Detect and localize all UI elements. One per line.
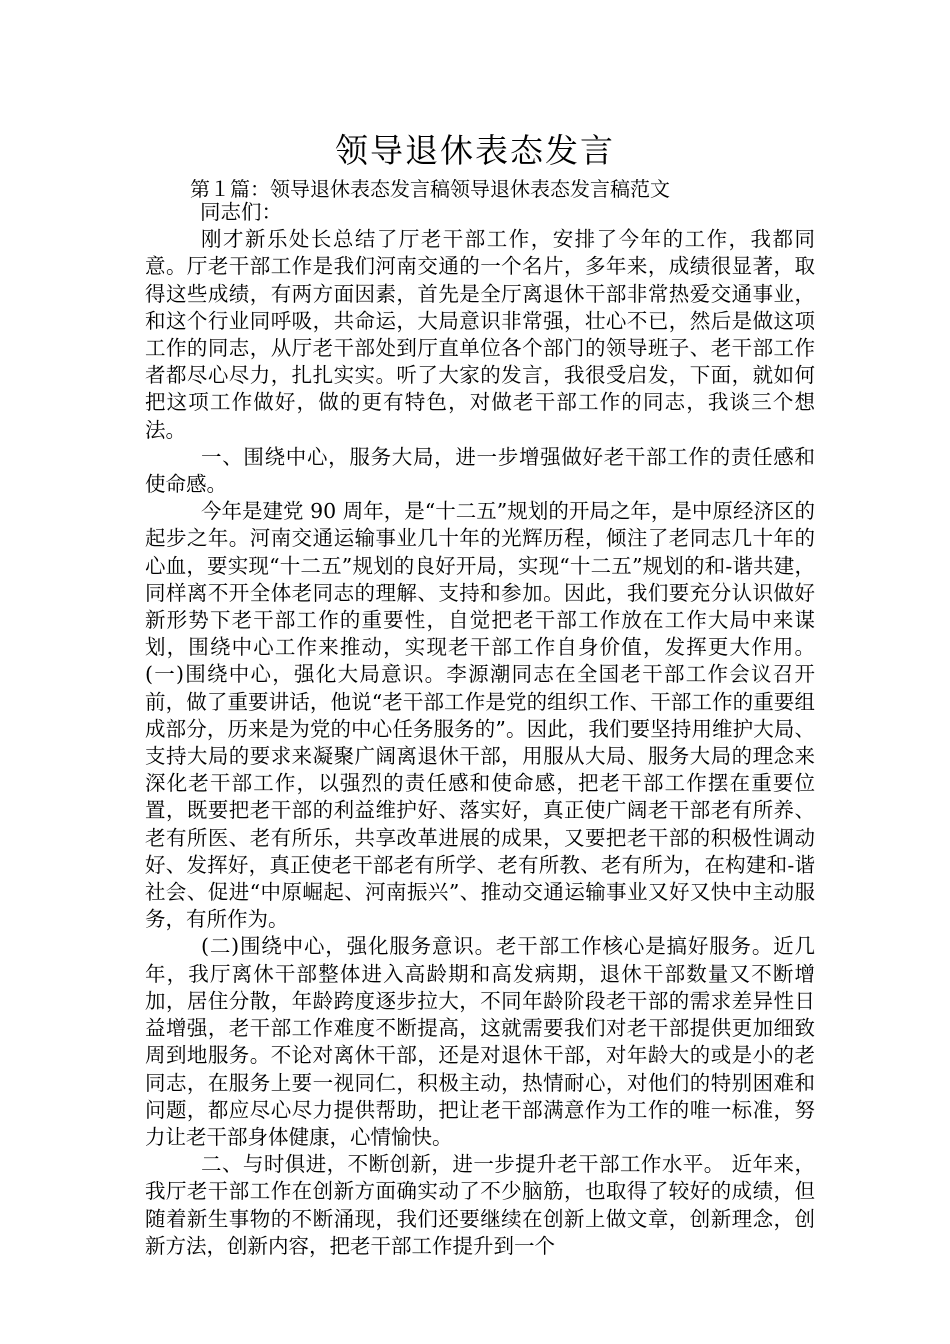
section-heading: 一、围绕中心，服务大局，进一步增强做好老干部工作的责任感和使命感。 [145,444,815,497]
paragraph: 刚才新乐处长总结了厅老干部工作，安排了今年的工作，我都同意。厅老干部工作是我们河南交通的一个名片，多年来，成绩很显著，取得这些成绩，有两方面因素，首先是全厅离退休干部非常热爱交通事业，和这个行业同呼吸，共命运，大局意识非常强，壮心不已，然后是做这项工作的同志，从厅老干部处到厅直单位各个部门的领导班子、老干部工作者都尽心尽力，扎扎实实。听了大家的发言，我很受启发，下面，就如何把这项工作做好，做的更有特色，对做老干部工作的同志，我谈三个想法。 [145,227,815,442]
paragraph: 今年是建党 90 周年，是“十二五”规划的开局之年，是中原经济区的起步之年。河南交通运输事业几十年的光辉历程，倾注了老同志几十年的心血，要实现“十二五”规划的良好开局，实现“十二五”规划的和-谐共建，同样离不开全体老同志的理解、支持和参加。因此，我们要充分认识做好新形势下老干部工作的重要性，自觉把老干部工作放在工作大局中来谋划，围绕中心工作来推动，实现老干部工作自身价值，发挥更大作用。 (一)围绕中心，强化大局意识。李源潮同志在全国老干部工作会议召开前，做了重要讲话，他说“老干部工作是党的组织工作、干部工作的重要组成部分，历来是为党的中心任务服务的”。因此，我们要坚持用维护大局、支持大局的要求来凝聚广阔离退休干部，用服从大局、服务大局的理念来深化老干部工作，以强烈的责任感和使命感，把老干部工作摆在重要位置，既要把老干部的利益维护好、落实好，真正使广阔老干部老有所养、老有所医、老有所乐，共享改革进展的成果，又要把老干部的积极性调动好、发挥好，真正使老干部老有所学、老有所教、老有所为，在构建和-谐社会、促进“中原崛起、河南振兴”、推动交通运输事业又好又快中主动服务，有所作为。 [145,499,815,932]
document-title: 领导退休表态发言 [335,131,615,170]
document-subtitle: 第１篇：领导退休表态发言稿领导退休表态发言稿范文 [190,177,670,201]
paragraph: (二)围绕中心，强化服务意识。老干部工作核心是搞好服务。近几年，我厅离休干部整体进入高龄期和高发病期，退休干部数量又不断增加，居住分散，年龄跨度逐步拉大，不同年龄阶段老干部的需求差异性日益增强，老干部工作难度不断提高，这就需要我们对老干部提供更加细致周到地服务。不论对离休干部，还是对退休干部，对年龄大的或是小的老同志，在服务上要一视同仁，积极主动，热情耐心，对他们的特别困难和问题，都应尽心尽力提供帮助，把让老干部满意作为工作的唯一标准，努力让老干部身体健康，心情愉快。 [145,934,815,1149]
document-body [145,199,815,1260]
section-heading: 二、与时俱进，不断创新，进一步提升老干部工作水平。 近年来，我厅老干部工作在创新方面确实动了不少脑筋，也取得了较好的成绩，但随着新生事物的不断涌现，我们还要继续在创新上做文章，创新理念，创新方法，创新内容，把老干部工作提升到一个 [145,1152,815,1258]
salutation: 同志们： [200,200,282,224]
